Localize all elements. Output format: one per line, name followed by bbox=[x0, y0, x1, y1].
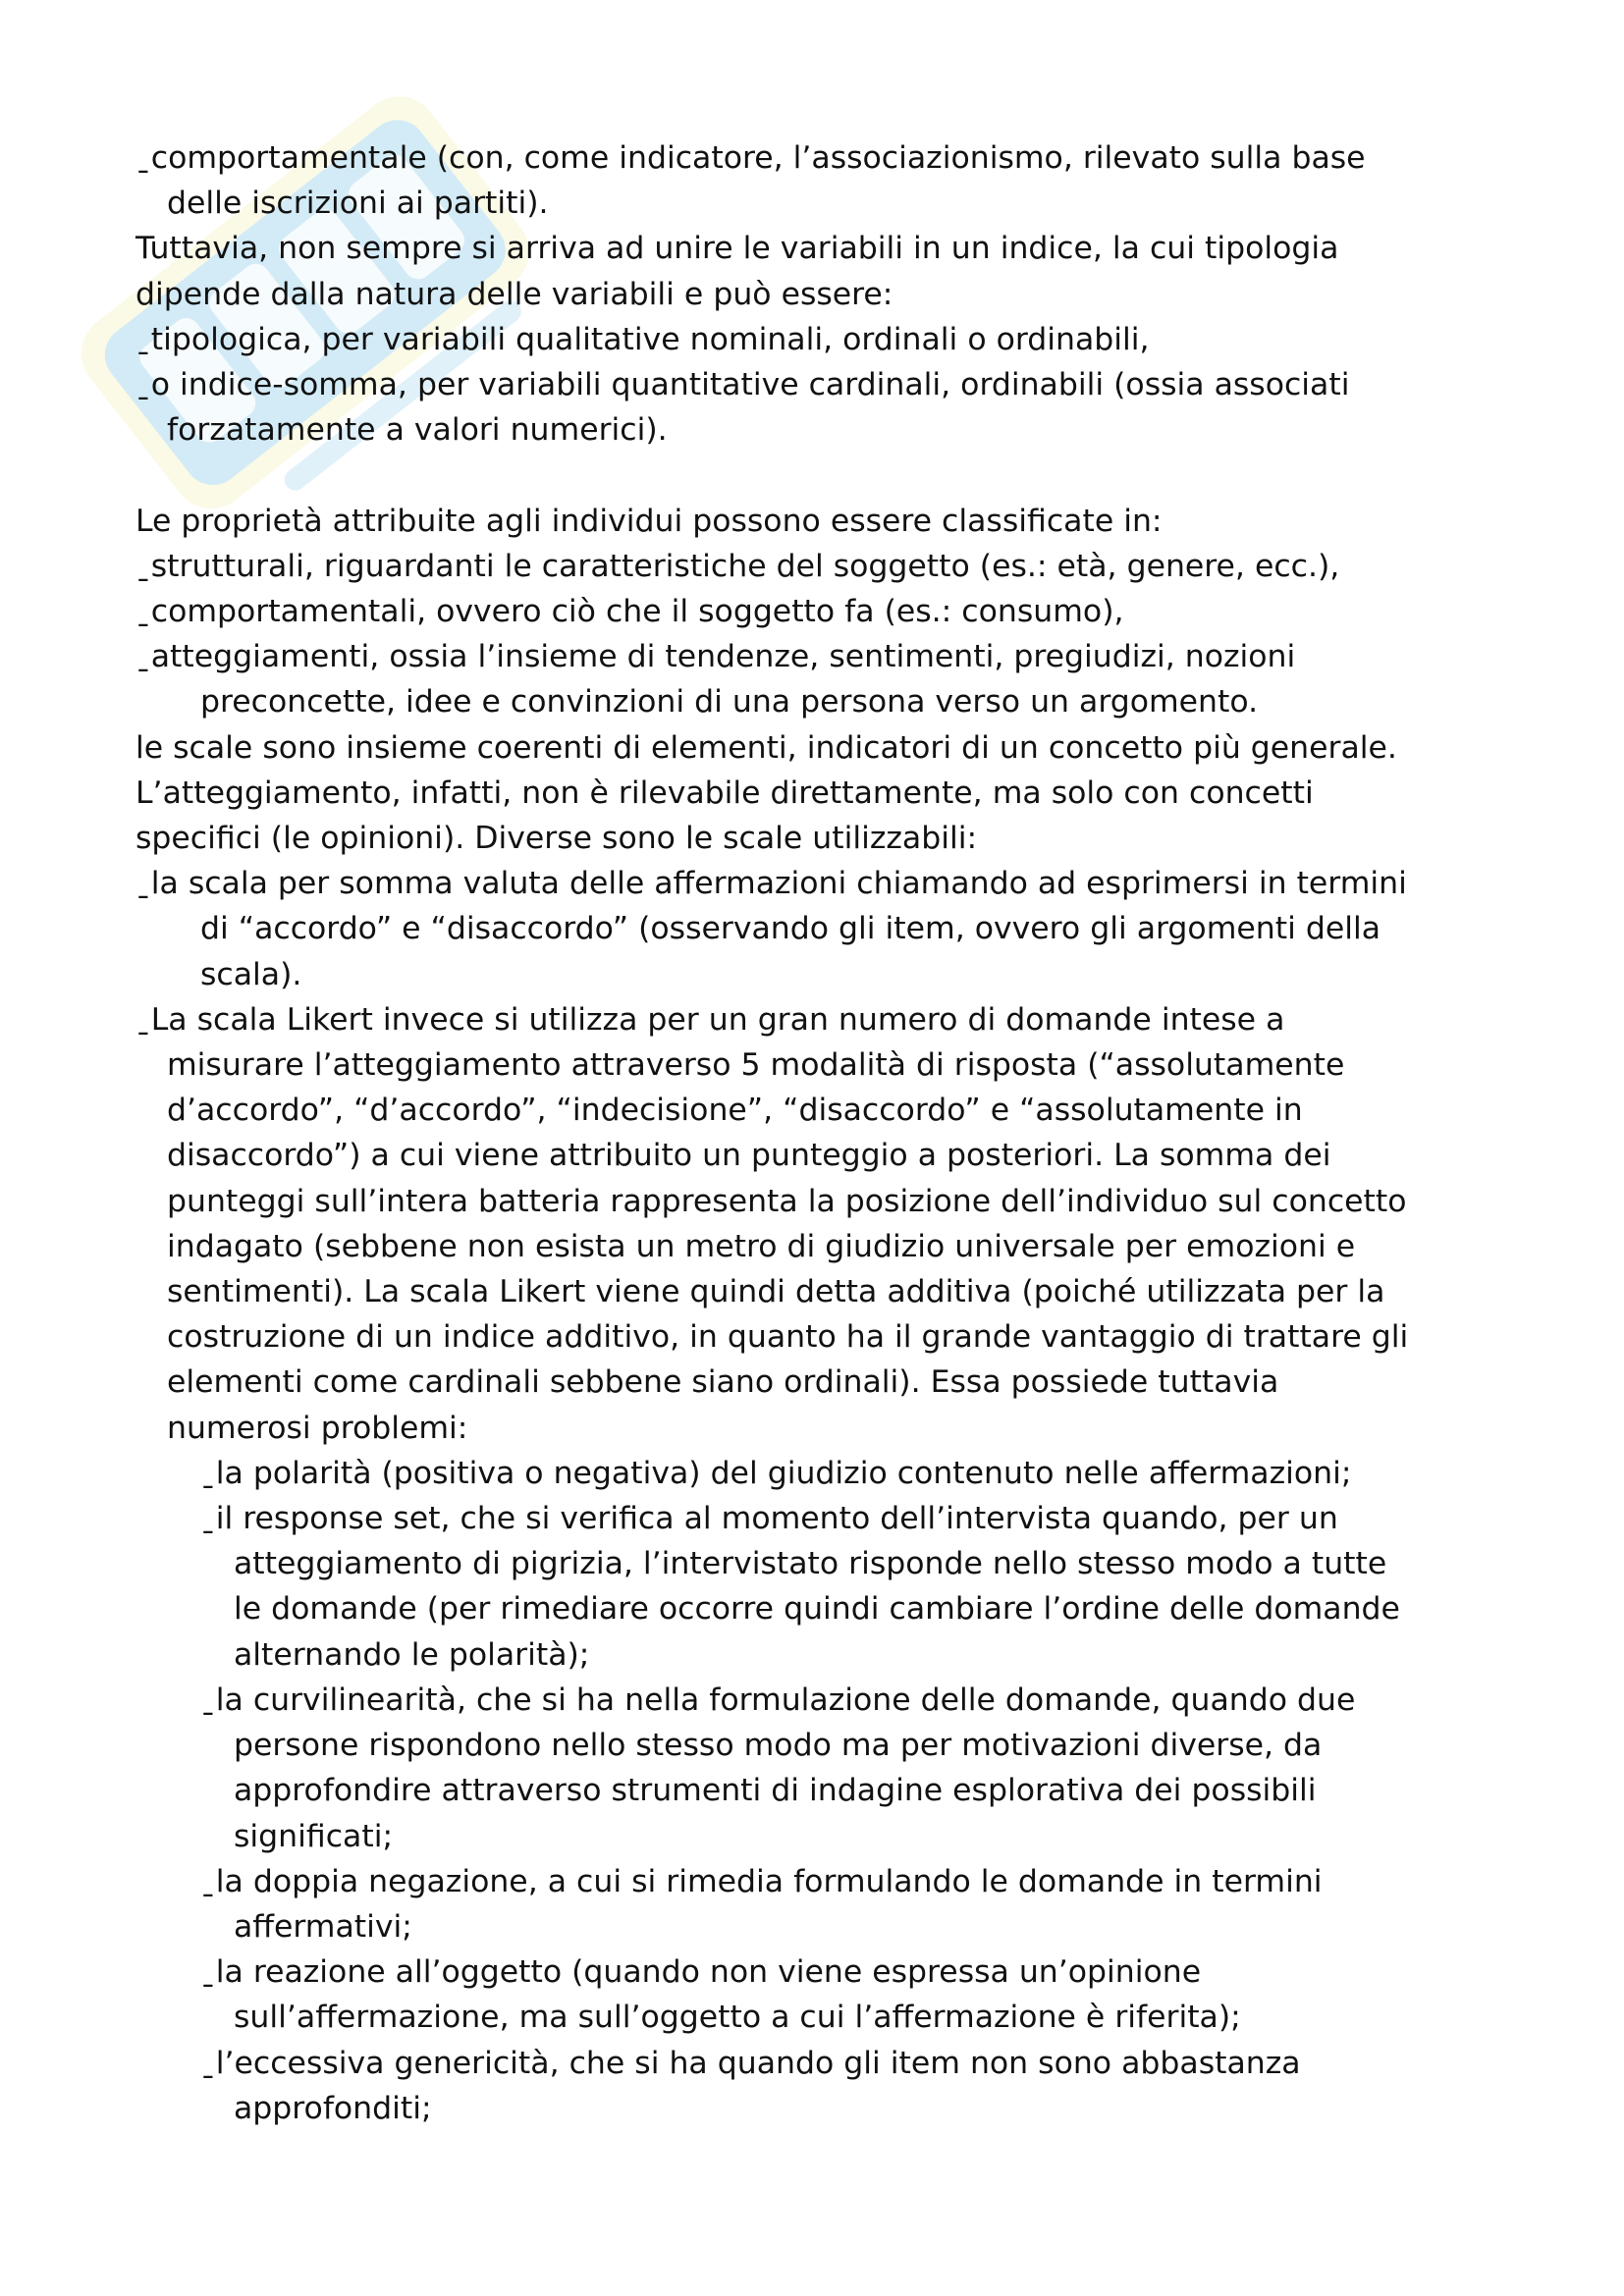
text-line: delle iscrizioni ai partiti). bbox=[167, 186, 549, 222]
text-line: costruzione di un indice additivo, in quanto ha il grande vantaggio di trattare gli bbox=[167, 1319, 1409, 1356]
text-line: sull’affermazione, ma sull’oggetto a cui l’affermazione è riferita); bbox=[234, 2000, 1241, 2036]
text-line: approfondire attraverso strumenti di indagine esplorativa dei possibili bbox=[234, 1773, 1317, 1809]
text-line: le domande (per rimediare occorre quindi cambiare l’ordine delle domande bbox=[234, 1591, 1400, 1628]
text-line: d’accordo”, “d’accordo”, “indecisione”, “disaccordo” e “assolutamente in bbox=[167, 1093, 1303, 1129]
text-line: ˍil response set, che si verifica al momento dell’intervista quando, per un bbox=[200, 1501, 1338, 1537]
text-line: disaccordo”) a cui viene attribuito un punteggio a posteriori. La somma dei bbox=[167, 1138, 1331, 1174]
text-line: ˍcomportamentale (con, come indicatore, l’associazionismo, rilevato sulla base bbox=[135, 140, 1366, 176]
text-line: ˍla scala per somma valuta delle affermazioni chiamando ad esprimersi in termini bbox=[135, 866, 1407, 902]
text-line: ˍla polarità (positiva o negativa) del giudizio contenuto nelle affermazioni; bbox=[200, 1455, 1352, 1491]
document-body bbox=[135, 135, 1500, 2131]
text-line: ˍla curvilinearità, che si ha nella formulazione delle domande, quando due bbox=[200, 1682, 1356, 1718]
text-line: ˍl’eccessiva genericità, che si ha quando gli item non sono abbastanza bbox=[200, 2045, 1301, 2081]
text-line: specifici (le opinioni). Diverse sono le scale utilizzabili: bbox=[135, 821, 978, 857]
text-line: ˍcomportamentali, ovvero ciò che il soggetto fa (es.: consumo), bbox=[135, 594, 1124, 630]
text-line: atteggiamento di pigrizia, l’intervistato risponde nello stesso modo a tutte bbox=[234, 1546, 1387, 1582]
text-line: ˍstrutturali, riguardanti le caratteristiche del soggetto (es.: età, genere, ecc.), bbox=[135, 548, 1340, 584]
text-line: punteggi sull’intera batteria rappresenta la posizione dell’individuo sul concetto bbox=[167, 1183, 1407, 1219]
text-line: affermativi; bbox=[234, 1908, 412, 1945]
text-line: scala). bbox=[200, 956, 302, 992]
text-line: ˍo indice-somma, per variabili quantitative cardinali, ordinabili (ossia associati bbox=[135, 367, 1350, 403]
text-line: Tuttavia, non sempre si arriva ad unire le variabili in un indice, la cui tipologia bbox=[135, 231, 1339, 267]
text-line: di “accordo” e “disaccordo” (osservando gli item, ovvero gli argomenti della bbox=[200, 911, 1381, 947]
text-line: ˍtipologica, per variabili qualitative nominali, ordinali o ordinabili, bbox=[135, 321, 1150, 357]
text-line: misurare l’atteggiamento attraverso 5 modalità di risposta (“assolutamente bbox=[167, 1047, 1345, 1084]
text-line: ˍla reazione all’oggetto (quando non viene espressa un’opinione bbox=[200, 1954, 1202, 1991]
text-line: le scale sono insieme coerenti di elementi, indicatori di un concetto più generale. bbox=[135, 729, 1397, 766]
text-line: indagato (sebbene non esista un metro di giudizio universale per emozioni e bbox=[167, 1228, 1356, 1264]
text-line: Le proprietà attribuite agli individui possono essere classificate in: bbox=[135, 503, 1163, 539]
text-line: persone rispondono nello stesso modo ma per motivazioni diverse, da bbox=[234, 1728, 1323, 1764]
text-line: preconcette, idee e convinzioni di una persona verso un argomento. bbox=[200, 684, 1259, 721]
text-line: significati; bbox=[234, 1818, 394, 1854]
text-line: approfonditi; bbox=[234, 2090, 432, 2126]
text-line: ˍLa scala Likert invece si utilizza per un gran numero di domande intese a bbox=[135, 1001, 1285, 1038]
text-line: numerosi problemi: bbox=[167, 1410, 468, 1446]
text-line: sentimenti). La scala Likert viene quindi detta additiva (poiché utilizzata per la bbox=[167, 1274, 1385, 1310]
text-line: L’atteggiamento, infatti, non è rilevabile direttamente, ma solo con concetti bbox=[135, 774, 1314, 811]
text-line: elementi come cardinali sebbene siano ordinali). Essa possiede tuttavia bbox=[167, 1364, 1279, 1401]
text-line: ˍla doppia negazione, a cui si rimedia formulando le domande in termini bbox=[200, 1863, 1323, 1899]
text-line: alternando le polarità); bbox=[234, 1636, 590, 1673]
text-line: dipende dalla natura delle variabili e può essere: bbox=[135, 276, 893, 312]
text-line: ˍatteggiamenti, ossia l’insieme di tendenze, sentimenti, pregiudizi, nozioni bbox=[135, 639, 1296, 675]
text-line: forzatamente a valori numerici). bbox=[167, 412, 668, 449]
blank-line bbox=[135, 453, 1500, 498]
